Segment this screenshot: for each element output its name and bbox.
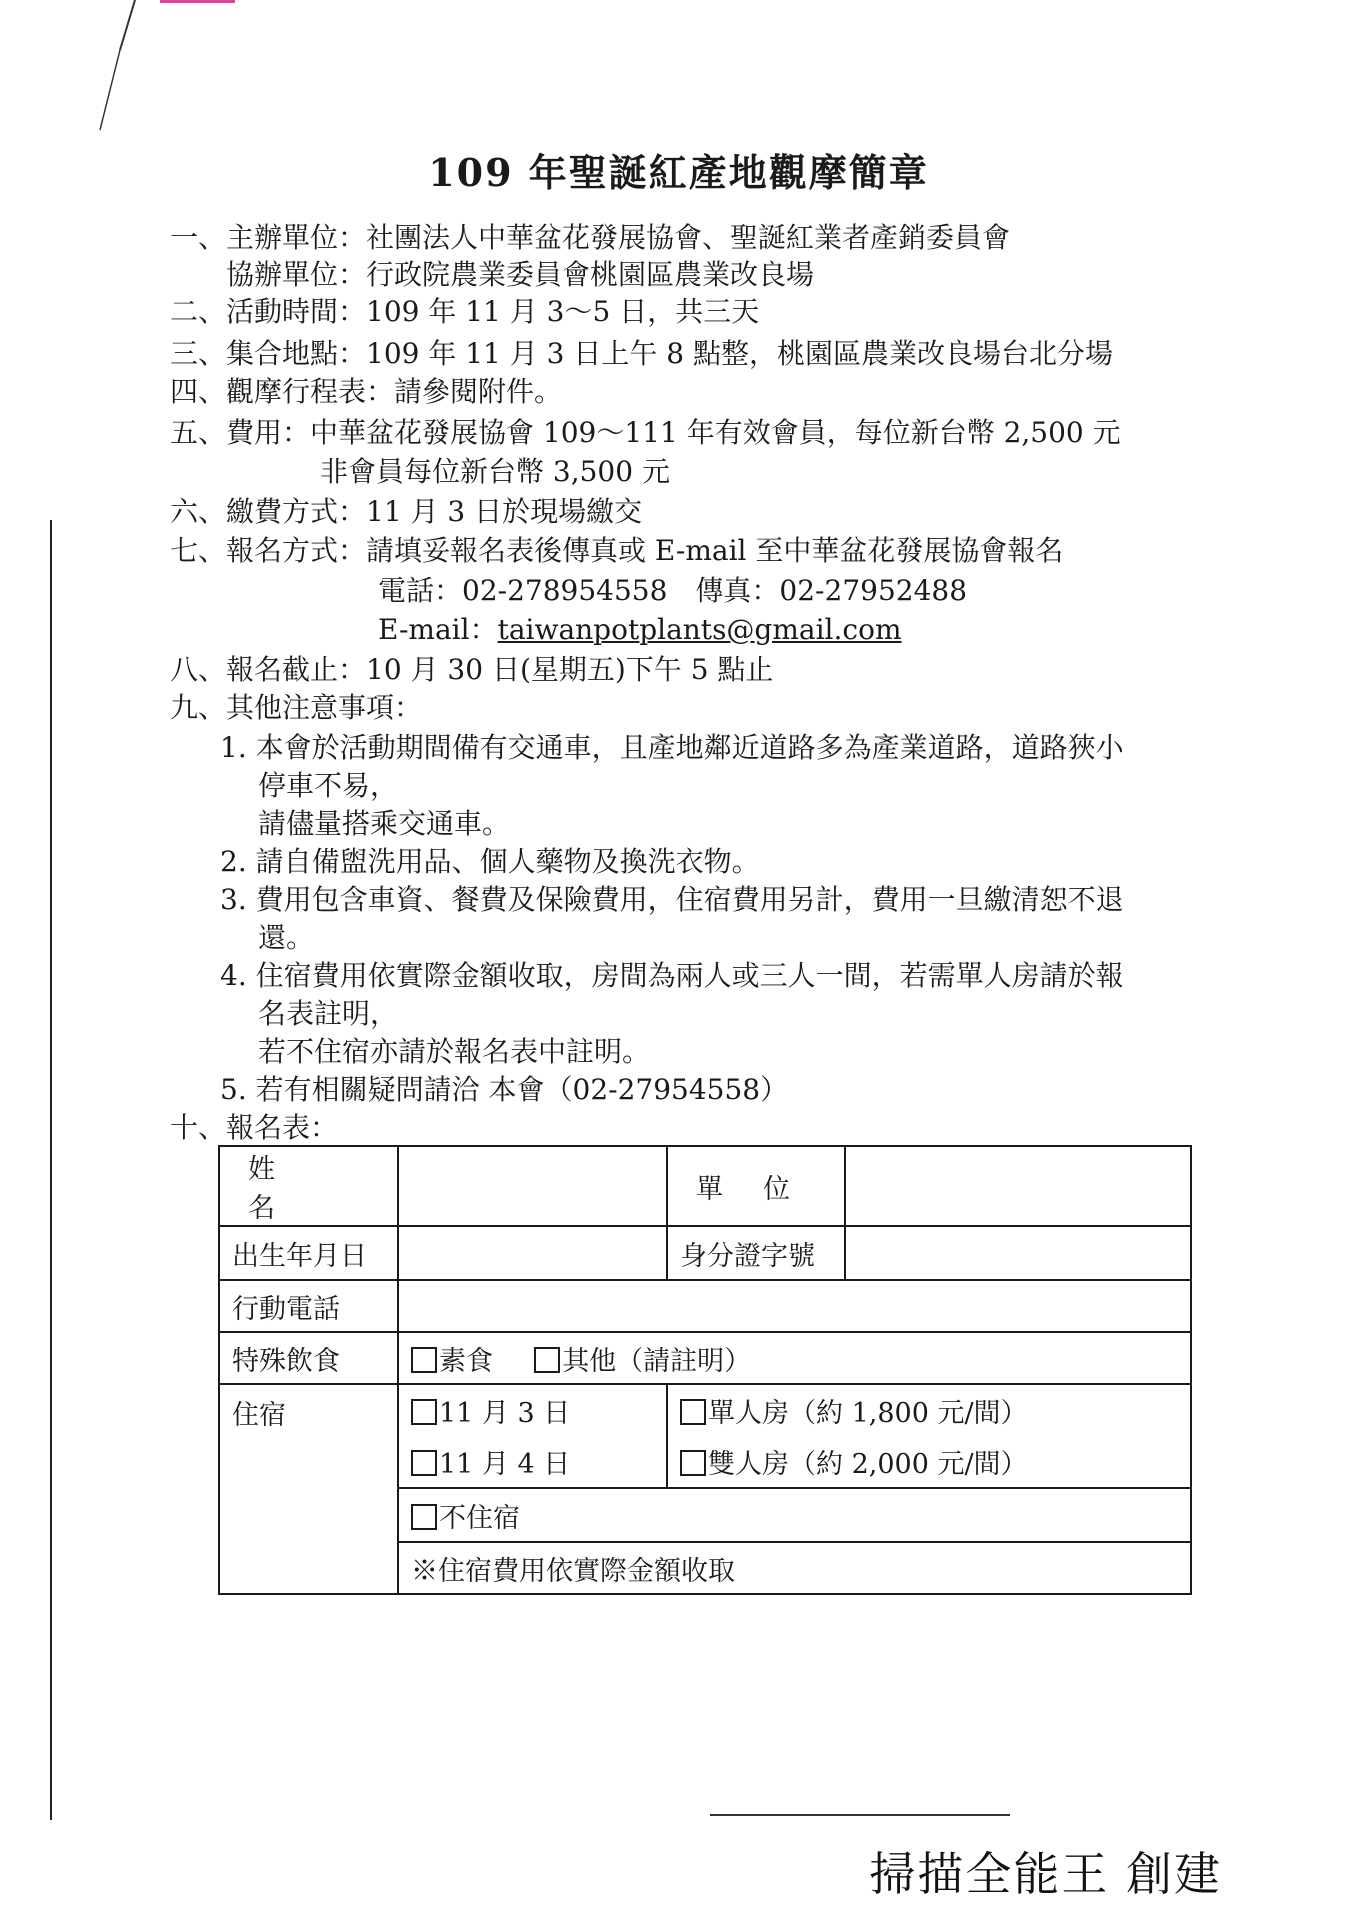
deadline-line: 八、報名截止：10 月 30 日(星期五)下午 5 點止 <box>170 653 774 686</box>
contact-line: 電話：02-278954558 傳真：02-27952488 <box>378 574 968 607</box>
diet-other-label: 其他（請註明） <box>562 1345 752 1377</box>
diet-options <box>398 1332 1191 1384</box>
fee-line: 五、費用：中華盆花發展協會 109～111 年有效會員，每位新台幣 2,500 元 <box>170 416 1121 449</box>
no-lodging-checkbox[interactable] <box>411 1504 437 1530</box>
lodging-label: 住宿 <box>219 1384 398 1594</box>
co-organizer-line: 協辦單位：行政院農業委員會桃園區農業改良場 <box>226 258 815 291</box>
lodging-single <box>667 1384 1191 1436</box>
nov4-checkbox[interactable] <box>411 1450 437 1476</box>
lodging-note: ※住宿費用依實際金額收取 <box>398 1542 1191 1594</box>
note-3-line-a: 3. 費用包含車資、餐費及保險費用，住宿費用另計，費用一旦繳清恕不退 <box>220 883 1124 916</box>
document-title: 109 年聖誕紅產地觀摩簡章 <box>428 150 929 195</box>
fee-nonmember-line: 非會員每位新台幣 3,500 元 <box>320 455 670 488</box>
form-heading: 十、報名表： <box>170 1111 339 1144</box>
nov3-label: 11 月 3 日 <box>439 1398 571 1429</box>
notes-heading: 九、其他注意事項： <box>170 691 423 724</box>
note-1-line-b: 停車不易， <box>258 769 399 802</box>
form-row-diet <box>219 1332 1191 1384</box>
double-room-checkbox[interactable] <box>680 1450 706 1476</box>
meeting-place-line: 三、集合地點：109 年 11 月 3 日上午 8 點整，桃園區農業改良場台北分場 <box>170 337 1114 370</box>
lodging-nov4 <box>398 1436 667 1488</box>
note-1-line-c: 請儘量搭乘交通車。 <box>258 807 511 840</box>
note-4-line-b: 名表註明， <box>258 997 399 1030</box>
form-row-birth-id <box>219 1226 1191 1280</box>
note-1-line-a: 1. 本會於活動期間備有交通車，且產地鄰近道路多為產業道路，道路狹小 <box>220 731 1124 764</box>
note-2: 2. 請自備盥洗用品、個人藥物及換洗衣物。 <box>220 845 760 878</box>
note-4-line-a: 4. 住宿費用依實際金額收取，房間為兩人或三人一間，若需單人房請於報 <box>220 959 1124 992</box>
lodging-nov3 <box>398 1384 667 1436</box>
lodging-double <box>667 1436 1191 1488</box>
nov3-checkbox[interactable] <box>411 1399 437 1425</box>
organizer-line: 一、主辦單位：社團法人中華盆花發展協會、聖誕紅業者產銷委員會 <box>170 221 1011 254</box>
single-room-label: 單人房（約 1,800 元/間） <box>708 1398 1028 1429</box>
registration-method-line: 七、報名方式：請填妥報名表後傳真或 E-mail 至中華盆花發展協會報名 <box>170 534 1064 567</box>
diet-vegetarian-label: 素食 <box>439 1345 493 1377</box>
single-room-checkbox[interactable] <box>680 1399 706 1425</box>
payment-line: 六、繳費方式：11 月 3 日於現場繳交 <box>170 495 643 528</box>
mobile-field[interactable] <box>398 1280 1191 1332</box>
diet-other-checkbox[interactable] <box>534 1347 560 1373</box>
form-row-name-unit <box>219 1146 1191 1226</box>
id-number-field[interactable] <box>845 1226 1191 1280</box>
registration-form-table <box>218 1145 1192 1595</box>
form-row-mobile <box>219 1280 1191 1332</box>
unit-field[interactable] <box>845 1146 1191 1226</box>
mobile-label: 行動電話 <box>219 1280 398 1332</box>
form-row-lodging-1 <box>219 1384 1191 1436</box>
unit-label: 單位 <box>667 1146 845 1226</box>
scan-bottom-edge <box>710 1814 1010 1816</box>
note-4-line-c: 若不住宿亦請於報名表中註明。 <box>258 1035 651 1068</box>
activity-time-line: 二、活動時間：109 年 11 月 3～5 日，共三天 <box>170 295 760 328</box>
nov4-label: 11 月 4 日 <box>439 1449 571 1480</box>
double-room-label: 雙人房（約 2,000 元/間） <box>708 1449 1028 1480</box>
email-label: E-mail： <box>378 613 498 646</box>
no-lodging-label: 不住宿 <box>439 1502 520 1534</box>
id-number-label: 身分證字號 <box>667 1226 845 1280</box>
scan-left-edge <box>50 520 52 1820</box>
name-field[interactable] <box>398 1146 667 1226</box>
scan-artifact-pink <box>160 0 235 3</box>
birth-label: 出生年月日 <box>219 1226 398 1280</box>
email-line <box>378 612 902 648</box>
diet-label: 特殊飲食 <box>219 1332 398 1384</box>
no-lodging-option <box>398 1488 1191 1542</box>
birth-field[interactable] <box>398 1226 667 1280</box>
note-5: 5. 若有相關疑問請洽 本會（02-27954558） <box>220 1073 789 1106</box>
scanner-watermark: 掃描全能王 創建 <box>869 1847 1222 1901</box>
diet-vegetarian-checkbox[interactable] <box>411 1347 437 1373</box>
scan-fold-line <box>0 0 160 140</box>
itinerary-line: 四、觀摩行程表：請參閱附件。 <box>170 375 563 408</box>
note-3-line-b: 還。 <box>258 921 315 954</box>
email-link[interactable]: taiwanpotplants@gmail.com <box>497 613 902 646</box>
name-label: 姓名 <box>219 1146 398 1226</box>
